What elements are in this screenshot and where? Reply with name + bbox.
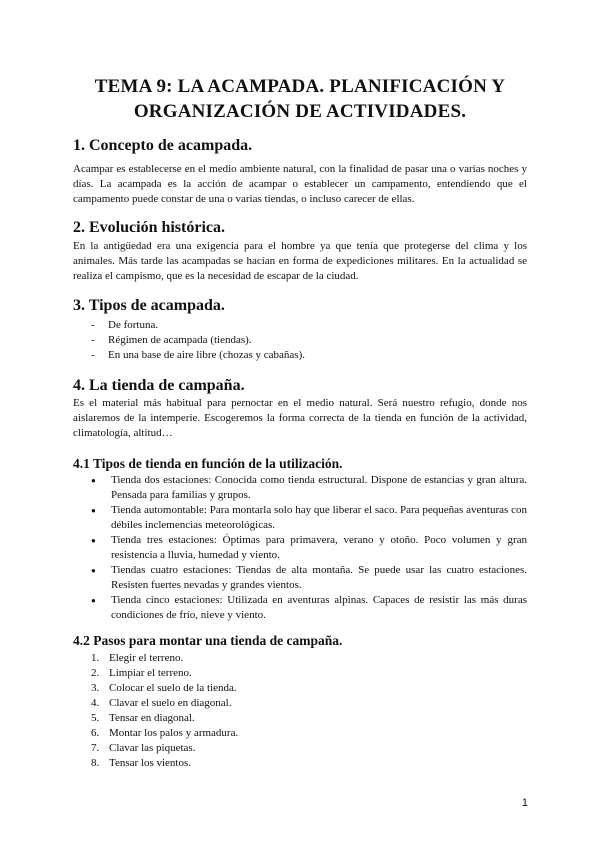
title-line-1: TEMA 9: LA ACAMPADA. PLANIFICACIÓN Y <box>94 76 506 97</box>
step-number: 7. <box>91 742 100 754</box>
section-4-1-heading: 4.1 Tipos de tienda en función de la utilización. <box>73 456 343 471</box>
section-2-heading: 2. Evolución histórica. <box>73 219 226 236</box>
list-item: ● Tienda tres estaciones: Óptimas para primavera, verano y otoño. Poco volumen y gran resistencia a lluvia, humedad y viento. <box>91 533 527 563</box>
section-1-text: Acampar es establecerse en el medio ambiente natural, con la finalidad de pasar una o varias noches y días. La acampada es la acción de acampar o establecer un campamento, entendiendo que el campamento puede constar de una o varias tiendas, o incluso carecer de ellas. <box>73 163 527 205</box>
section-2-text: En la antigüedad era una exigencia para el hombre ya que tenía que protegerse del clima y los animales. Más tarde las acampadas se hacían en forma de expediciones militares. En la actualidad se realiza el campismo, que es la necesidad de escapar de la ciudad. <box>73 240 527 282</box>
step-text: Colocar el suelo de la tienda. <box>109 682 237 694</box>
list-item <box>91 756 238 771</box>
step-text: Clavar el suelo en diagonal. <box>109 697 232 709</box>
list-item <box>91 666 238 681</box>
section-3-list <box>91 318 305 363</box>
list-item <box>91 681 238 696</box>
section-1-heading: 1. Concepto de acampada. <box>73 137 253 154</box>
step-text: Elegir el terreno. <box>109 652 184 664</box>
step-text: Limpiar el terreno. <box>109 667 192 679</box>
list-item: - En una base de aire libre (chozas y cabañas). <box>91 348 305 363</box>
page-number: 1 <box>521 797 528 809</box>
section-3-heading: 3. Tipos de acampada. <box>73 297 225 314</box>
list-item <box>91 741 238 756</box>
list-item: - De fortuna. <box>91 318 305 333</box>
section-4-2-list <box>91 651 238 771</box>
list-item: ● Tiendas cuatro estaciones: Tiendas de alta montaña. Se puede usar las cuatro estaciones. Resisten fuertes nevadas y grandes vientos. <box>91 563 527 593</box>
list-item <box>91 711 238 726</box>
step-number: 6. <box>91 727 100 739</box>
list-item <box>91 651 238 666</box>
step-number: 5. <box>91 712 100 724</box>
step-number: 3. <box>91 682 100 694</box>
title-line-2: ORGANIZACIÓN DE ACTIVIDADES. <box>133 101 467 122</box>
section-4-1-list <box>91 473 527 623</box>
document-title <box>60 74 540 124</box>
section-4-heading: 4. La tienda de campaña. <box>73 377 245 394</box>
list-item: - Régimen de acampada (tiendas). <box>91 333 305 348</box>
list-item <box>91 726 238 741</box>
step-number: 2. <box>91 667 100 679</box>
step-number: 4. <box>91 697 100 709</box>
section-4-2-heading: 4.2 Pasos para montar una tienda de campaña. <box>73 633 343 648</box>
step-text: Montar los palos y armadura. <box>109 727 239 739</box>
step-number: 8. <box>91 757 100 769</box>
step-text: Tensar los vientos. <box>109 757 192 769</box>
step-text: Tensar en diagonal. <box>109 712 195 724</box>
list-item: ● Tienda automontable: Para montarla solo hay que liberar el saco. Para pequeñas aventuras con débiles inclemencias meteorológicas. <box>91 503 527 533</box>
step-number: 1. <box>91 652 100 664</box>
list-item <box>91 696 238 711</box>
list-item: ● Tienda cinco estaciones: Utilizada en aventuras alpinas. Capaces de resistir las más duras condiciones de frío, nieve y viento. <box>91 593 527 623</box>
step-text: Clavar las piquetas. <box>109 742 196 754</box>
section-4-text: Es el material más habitual para pernoctar en el medio natural. Será nuestro refugio, donde nos aislaremos de la intemperie. Escogeremos la forma correcta de la tienda en función de la actividad, climatología, altitud… <box>73 397 527 439</box>
list-item: ● Tienda dos estaciones: Conocida como tienda estructural. Dispone de estancias y gran altura. Pensada para familias y grupos. <box>91 473 527 503</box>
